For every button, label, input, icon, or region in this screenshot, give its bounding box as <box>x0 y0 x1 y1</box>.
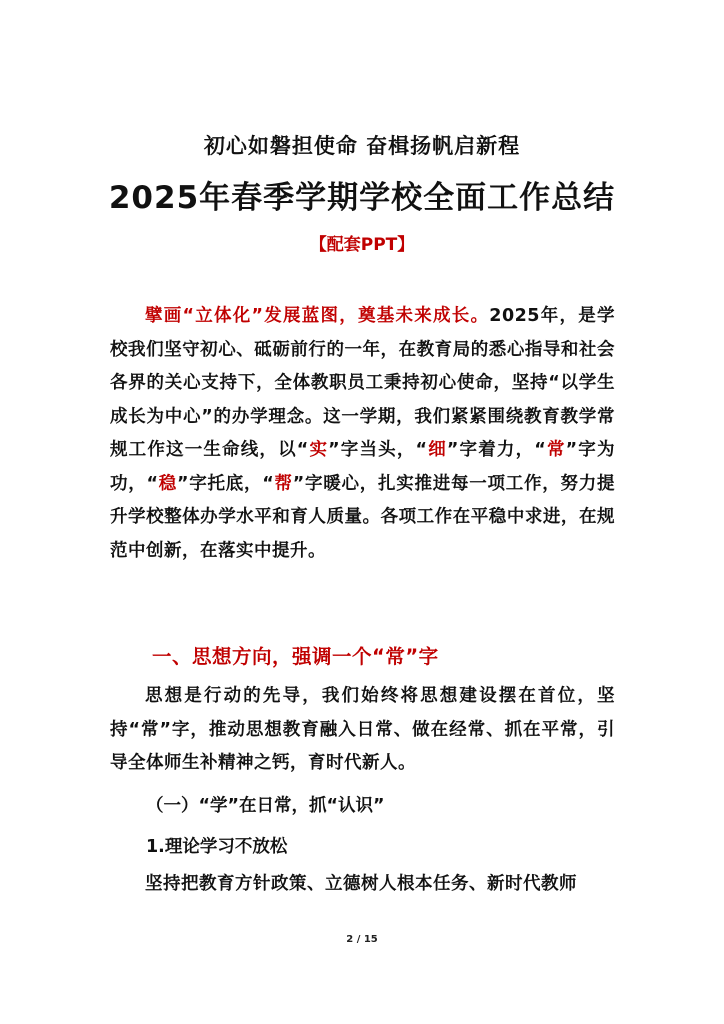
point-heading: 1.理论学习不放松 <box>146 837 288 857</box>
intro-lead: 擘画“立体化”发展蓝图，奠基未来成长。 <box>145 306 490 326</box>
keyword-chang: 常 <box>546 440 566 460</box>
document-subtitle: 初心如磐担使命 奋楫扬帆启新程 <box>203 134 521 158</box>
intro-paragraph <box>110 300 615 568</box>
section-1-heading: 一、思想方向，强调一个“常”字 <box>152 645 439 668</box>
intro-text-5: ”字托底，“ <box>177 473 275 494</box>
intro-text-2: ”字当头，“ <box>328 440 428 460</box>
ppt-tag: 【配套PPT】 <box>309 235 415 255</box>
keyword-wen: 稳 <box>158 473 177 494</box>
point-paragraph: 坚持把教育方针政策、立德树人根本任务、新时代教师 <box>145 874 577 894</box>
document-title: 2025年春季学期学校全面工作总结 <box>108 180 616 216</box>
intro-text-6: ”字暖心，扎实推进每一项工作，努力提升学校整体办学水平和育人质量。各项工作在平稳中求进，在规范中创新，在落实中提升。 <box>110 473 615 561</box>
page-number: 2 / 15 <box>346 934 378 945</box>
intro-text-1: 2025年，是学校我们坚守初心、砥砺前行的一年，在教育局的悉心指导和社会各界的关心支持下，全体教职员工秉持初心使命，坚持“以学生成长为中心”的办学理念。这一学期，我们紧紧围绕教育教学常规工作这一生命线，以“ <box>110 306 615 460</box>
keyword-xi: 细 <box>427 440 447 460</box>
section-1-paragraph: 思想是行动的先导，我们始终将思想建设摆在首位，坚持“常”字，推动思想教育融入日常、做在经常、抓在平常，引导全体师生补精神之钙，育时代新人。 <box>110 686 615 773</box>
keyword-shi: 实 <box>308 440 329 460</box>
keyword-bang: 帮 <box>274 473 293 494</box>
intro-text-3: ”字着力，“ <box>446 440 547 460</box>
intro-text-4: ”字为功，“ <box>110 440 615 494</box>
subsection-heading: （一）“学”在日常，抓“认识” <box>146 796 385 816</box>
